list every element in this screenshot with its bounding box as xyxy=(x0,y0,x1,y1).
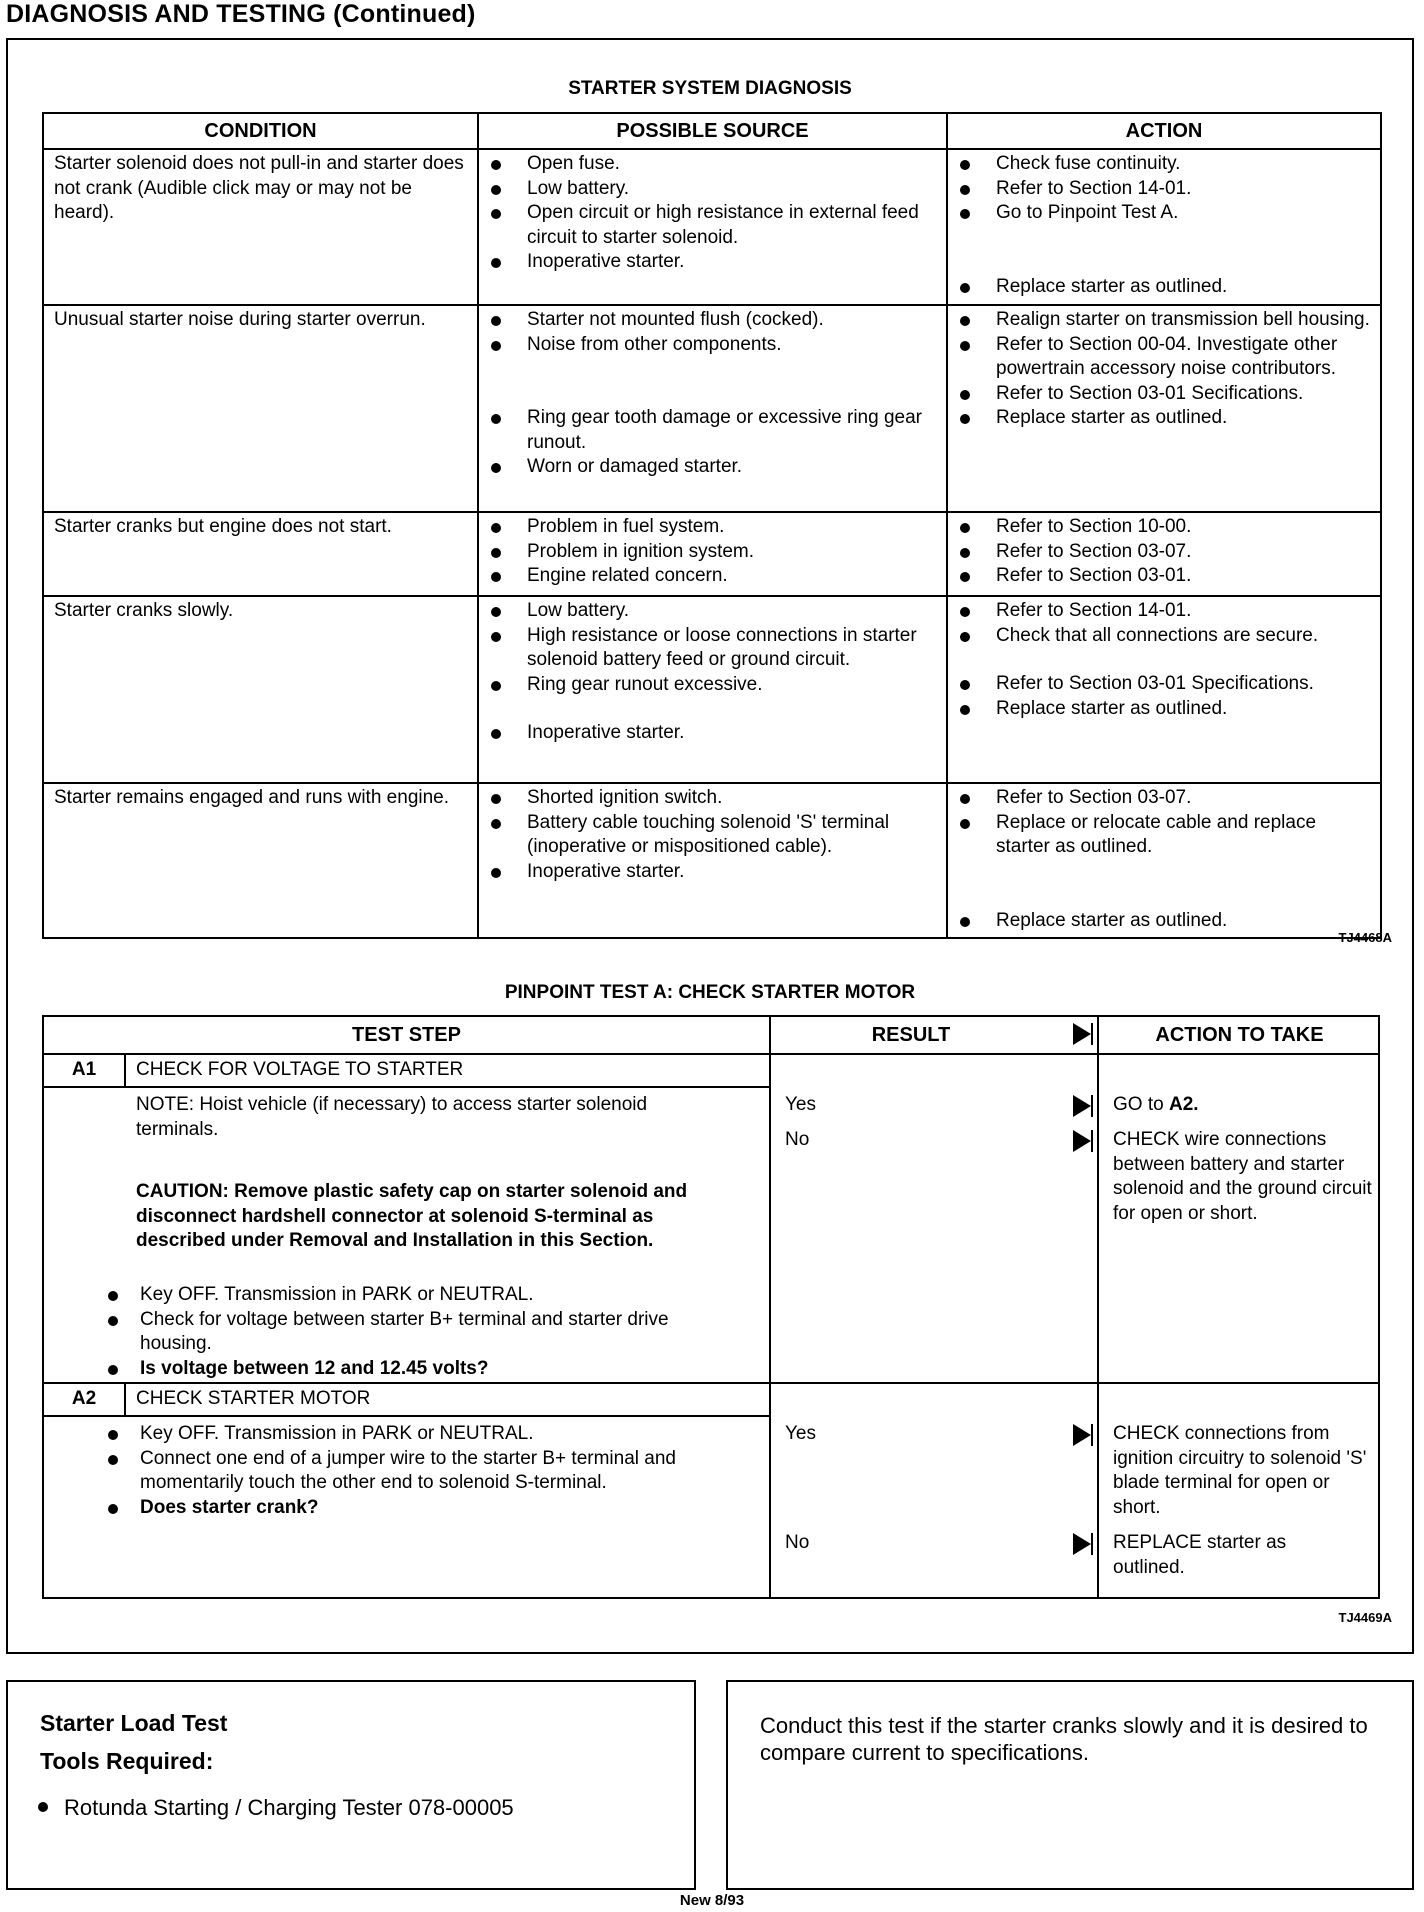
list-item: Inoperative starter. xyxy=(489,721,936,746)
condition-cell: Unusual starter noise during starter overrun. xyxy=(43,305,478,512)
load-test-description: Conduct this test if the starter cranks slowly and it is desired to compare current to specifications. xyxy=(760,1713,1368,1765)
list-item: Problem in fuel system. xyxy=(489,515,936,540)
step-question: Does starter crank? xyxy=(104,1496,744,1521)
action-cell xyxy=(947,512,1381,596)
list-item: Key OFF. Transmission in PARK or NEUTRAL. xyxy=(104,1283,744,1308)
list-item: Replace starter as outlined. xyxy=(958,406,1370,431)
list-item: Shorted ignition switch. xyxy=(489,786,936,811)
table-row xyxy=(43,783,1381,938)
step-title-divider xyxy=(44,1415,769,1417)
list-item: Refer to Section 03-01 Secifications. xyxy=(958,382,1370,407)
source-cell xyxy=(478,149,947,305)
action-text: GO to xyxy=(1113,1094,1164,1115)
action-step-link: A2. xyxy=(1168,1094,1199,1115)
list-item: Ring gear runout excessive. xyxy=(489,673,936,698)
condition-cell: Starter remains engaged and runs with engine. xyxy=(43,783,478,938)
step-id-a2: A2 xyxy=(71,1388,97,1409)
page-footer: New 8/93 xyxy=(679,1892,745,1909)
list-item: Battery cable touching solenoid 'S' terminal (inoperative or mispositioned cable). xyxy=(489,811,936,860)
load-test-box xyxy=(6,1680,696,1890)
list-item: Connect one end of a jumper wire to the starter B+ terminal and momentarily touch the other end to solenoid S-terminal. xyxy=(104,1447,744,1496)
step-title-a2: CHECK STARTER MOTOR xyxy=(136,1388,371,1409)
condition-cell: Starter cranks but engine does not start. xyxy=(43,512,478,596)
list-item: Refer to Section 03-07. xyxy=(958,786,1370,811)
list-item: Noise from other components. xyxy=(489,333,936,358)
arrow-icon xyxy=(1073,1095,1091,1117)
list-item: Refer to Section 14-01. xyxy=(958,177,1370,202)
list-item: Refer to Section 14-01. xyxy=(958,599,1370,624)
pinpoint-test-table xyxy=(42,1015,1380,1599)
list-item: Realign starter on transmission bell housing. xyxy=(958,308,1370,333)
source-cell xyxy=(478,305,947,512)
table-row xyxy=(43,305,1381,512)
tools-required-heading: Tools Required: xyxy=(40,1748,214,1774)
list-item: Engine related concern. xyxy=(489,564,936,589)
result-no: No xyxy=(785,1532,810,1553)
table-row xyxy=(43,596,1381,783)
list-item: Replace starter as outlined. xyxy=(958,275,1370,300)
list-item: Inoperative starter. xyxy=(489,250,936,275)
pinpoint-test-title: PINPOINT TEST A: CHECK STARTER MOTOR xyxy=(504,982,916,1003)
action-cell xyxy=(1113,1093,1199,1118)
list-item: Rotunda Starting / Charging Tester 078-00005 xyxy=(36,1794,514,1822)
starter-diagnosis-table xyxy=(42,112,1382,939)
condition-cell: Starter cranks slowly. xyxy=(43,596,478,783)
diagnosis-ref-code: TJ4468A xyxy=(1338,930,1392,945)
step-note: NOTE: Hoist vehicle (if necessary) to access starter solenoid terminals. xyxy=(136,1094,648,1140)
list-item: High resistance or loose connections in starter solenoid battery feed or ground circuit. xyxy=(489,624,936,673)
column-header-action-to-take: ACTION TO TAKE xyxy=(1155,1024,1324,1046)
list-item: Refer to Section 03-07. xyxy=(958,540,1370,565)
step-instructions xyxy=(104,1422,744,1520)
list-item: Ring gear tooth damage or excessive ring gear runout. xyxy=(489,406,936,455)
step-id-a1: A1 xyxy=(71,1059,97,1080)
column-divider xyxy=(769,1017,771,1597)
list-item: Refer to Section 03-01. xyxy=(958,564,1370,589)
action-text: CHECK connections from ignition circuitry to solenoid 'S' blade terminal for open or short. xyxy=(1113,1423,1367,1518)
pinpoint-ref-code: TJ4469A xyxy=(1338,1610,1392,1625)
load-test-description-box xyxy=(726,1680,1414,1890)
column-header-result: RESULT xyxy=(871,1024,951,1046)
result-yes: Yes xyxy=(785,1094,816,1115)
column-divider xyxy=(1097,1017,1099,1597)
action-text: REPLACE starter as outlined. xyxy=(1113,1532,1287,1578)
list-item: Go to Pinpoint Test A. xyxy=(958,201,1370,226)
list-item: Check that all connections are secure. xyxy=(958,624,1370,649)
source-cell xyxy=(478,596,947,783)
step-title-divider xyxy=(44,1086,769,1088)
arrow-icon xyxy=(1073,1424,1091,1446)
list-item: Refer to Section 00-04. Investigate other powertrain accessory noise contributors. xyxy=(958,333,1370,382)
column-header-test-step: TEST STEP xyxy=(352,1024,461,1046)
step-caution: CAUTION: Remove plastic safety cap on starter solenoid and disconnect hardshell connector at solenoid S-terminal as described under Removal and Installation in this Section. xyxy=(136,1181,688,1251)
step-question: Is voltage between 12 and 12.45 volts? xyxy=(104,1357,744,1382)
list-item: Worn or damaged starter. xyxy=(489,455,936,480)
list-item: Replace starter as outlined. xyxy=(958,697,1370,722)
diagnosis-frame xyxy=(6,38,1414,1654)
page-title: DIAGNOSIS AND TESTING (Continued) xyxy=(6,0,476,28)
action-cell xyxy=(947,305,1381,512)
column-header-possible-source: POSSIBLE SOURCE xyxy=(478,113,947,149)
list-item: Check for voltage between starter B+ terminal and starter drive housing. xyxy=(104,1308,744,1357)
arrow-icon xyxy=(1073,1023,1091,1045)
action-cell xyxy=(947,596,1381,783)
result-yes: Yes xyxy=(785,1423,816,1444)
action-cell xyxy=(947,783,1381,938)
arrow-icon xyxy=(1073,1130,1091,1152)
list-item: Open fuse. xyxy=(489,152,936,177)
step-id-divider xyxy=(124,1053,126,1086)
list-item: Low battery. xyxy=(489,177,936,202)
column-header-action: ACTION xyxy=(947,113,1381,149)
list-item: Refer to Section 10-00. xyxy=(958,515,1370,540)
source-cell xyxy=(478,783,947,938)
list-item: Low battery. xyxy=(489,599,936,624)
column-header-condition: CONDITION xyxy=(43,113,478,149)
step-instructions xyxy=(104,1283,744,1381)
action-text: CHECK wire connections between battery and starter solenoid and the ground circuit for open or short. xyxy=(1113,1129,1372,1224)
arrow-icon xyxy=(1073,1533,1091,1555)
table-header-row xyxy=(43,113,1381,149)
list-item: Replace or relocate cable and replace starter as outlined. xyxy=(958,811,1370,860)
step-id-divider xyxy=(124,1382,126,1415)
table-row xyxy=(43,512,1381,596)
source-cell xyxy=(478,512,947,596)
condition-cell: Starter solenoid does not pull-in and starter does not crank (Audible click may or may not be heard). xyxy=(43,149,478,305)
list-item: Key OFF. Transmission in PARK or NEUTRAL. xyxy=(104,1422,744,1447)
step-title-a1: CHECK FOR VOLTAGE TO STARTER xyxy=(136,1059,464,1080)
tools-list xyxy=(36,1794,514,1822)
list-item: Inoperative starter. xyxy=(489,860,936,885)
action-cell xyxy=(947,149,1381,305)
list-item: Open circuit or high resistance in external feed circuit to starter solenoid. xyxy=(489,201,936,250)
list-item: Refer to Section 03-01 Specifications. xyxy=(958,672,1370,697)
load-test-heading: Starter Load Test xyxy=(40,1710,228,1736)
result-no: No xyxy=(785,1129,810,1150)
list-item: Starter not mounted flush (cocked). xyxy=(489,308,936,333)
diagnosis-table-title: STARTER SYSTEM DIAGNOSIS xyxy=(568,78,852,99)
list-item: Problem in ignition system. xyxy=(489,540,936,565)
table-row xyxy=(43,149,1381,305)
list-item: Check fuse continuity. xyxy=(958,152,1370,177)
list-item: Replace starter as outlined. xyxy=(958,909,1370,934)
